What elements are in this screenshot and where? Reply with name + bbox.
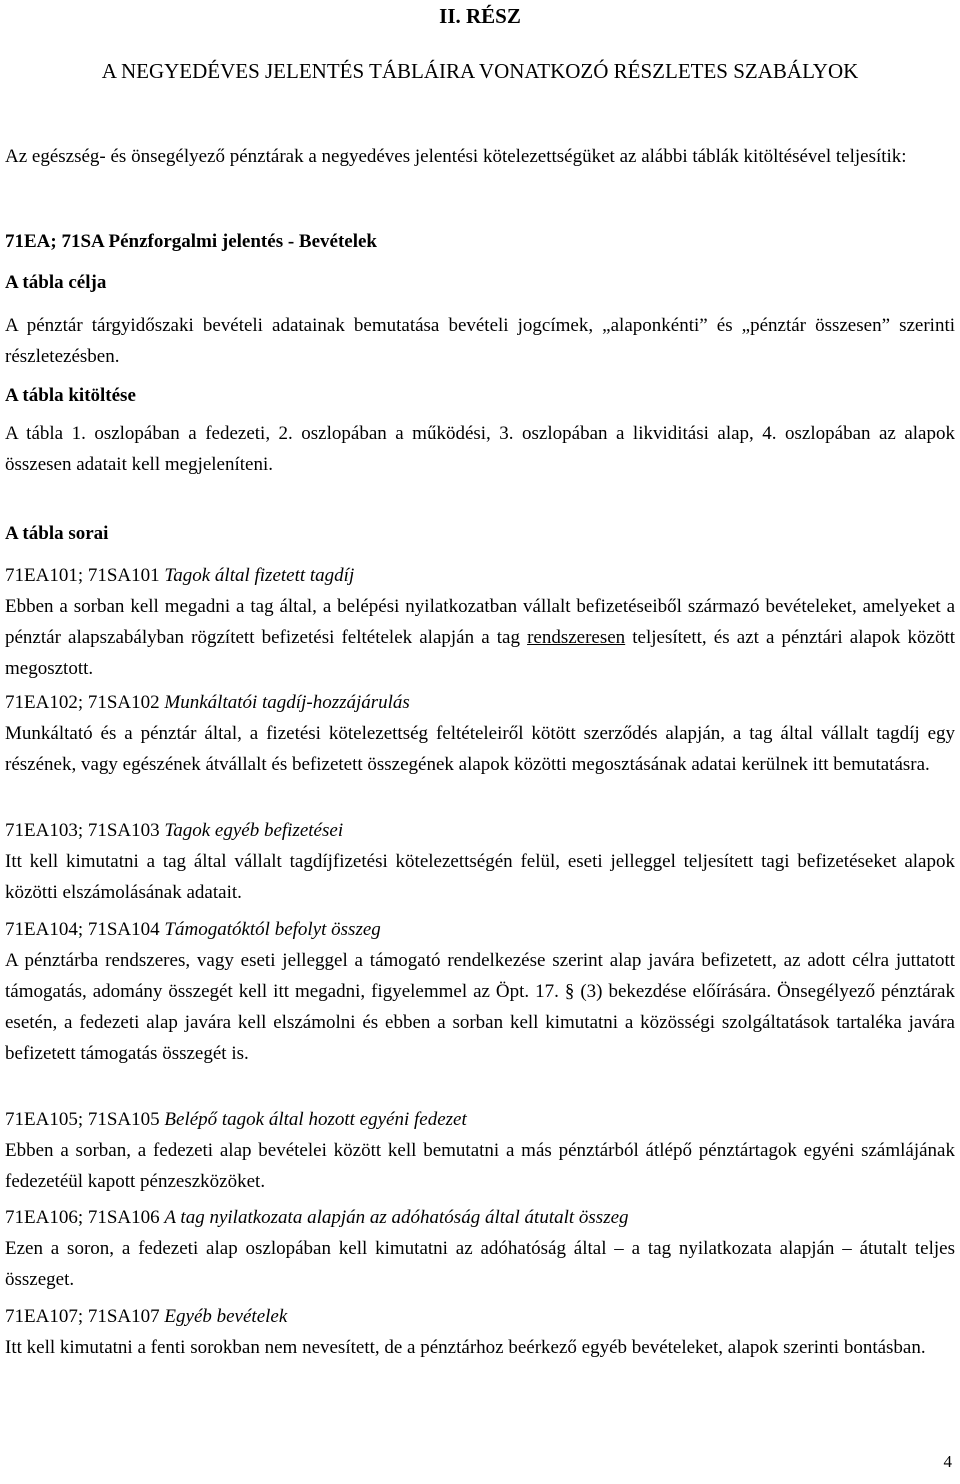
row-code: 71EA101; 71SA101 xyxy=(5,565,165,586)
row-text-105: Ebben a sorban, a fedezeti alap bevételei között kell bemutatni a más pénztárból átlépő pénztártagok egyéni számlájának fedezetéül kapott pénzeszközöket. xyxy=(5,1140,955,1192)
underlined-word: rendszeresen xyxy=(527,627,626,648)
row-text-102: Munkáltató és a pénztár által, a fizetési kötelezettség feltételeiről kötött szerződés alapján, a tag által vállalt tagdíj egy részének, vagy egészének átvállalt és befizetett összegének alapok közötti megosztásának adatai kerülnek itt bemutatásra. xyxy=(5,723,955,775)
row-heading-104 xyxy=(5,914,955,945)
row-heading-103 xyxy=(5,815,955,846)
rows-heading: A tábla sorai xyxy=(5,523,109,544)
purpose-paragraph: A pénztár tárgyidőszaki bevételi adatainak bemutatása bevételi jogcímek, „alaponkénti” és „pénztár összesen” szerinti részletezésben. xyxy=(5,315,955,367)
row-code: 71EA105; 71SA105 xyxy=(5,1109,165,1130)
row-title: Egyéb bevételek xyxy=(164,1306,288,1327)
row-title: Belépő tagok által hozott egyéni fedezet xyxy=(164,1109,467,1130)
row-heading-102 xyxy=(5,687,955,718)
row-text-103: Itt kell kimutatni a tag által vállalt tagdíjfizetési kötelezettségén felül, eseti jelleggel teljesített tagi befizetéseket alapok közötti elszámolásának adatait. xyxy=(5,851,955,903)
row-text-end: teljesített, és azt a pénztári alapok között megosztott. xyxy=(5,627,956,679)
row-title: Tagok által fizetett tagdíj xyxy=(164,565,355,586)
table-heading: 71EA; 71SA Pénzforgalmi jelentés - Bevételek xyxy=(5,231,377,252)
row-code: 71EA104; 71SA104 xyxy=(5,919,165,940)
intro-paragraph: Az egészség- és önsegélyező pénztárak a negyedéves jelentési kötelezettségüket az alábbi táblák kitöltésével teljesítik: xyxy=(5,146,907,167)
page-number: 4 xyxy=(943,1452,952,1471)
main-title: A NEGYEDÉVES JELENTÉS TÁBLÁIRA VONATKOZÓ RÉSZLETES SZABÁLYOK xyxy=(101,59,859,83)
row-code: 71EA103; 71SA103 xyxy=(5,820,165,841)
row-code: 71EA107; 71SA107 xyxy=(5,1306,165,1327)
fill-paragraph: A tábla 1. oszlopában a fedezeti, 2. oszlopában a működési, 3. oszlopában a likviditási alap, 4. oszlopában az alapok összesen adatait kell megjeleníteni. xyxy=(5,423,955,475)
row-text-107: Itt kell kimutatni a fenti sorokban nem nevesített, de a pénztárhoz beérkező egyéb bevételeket, alapok szerinti bontásban. xyxy=(5,1337,926,1358)
row-text-104: A pénztárba rendszeres, vagy eseti jelleggel a támogató rendelkezése szerint alap javára befizetett, az adott célra juttatott támogatás, adomány összegét kell itt megadni, figyelemmel az Öpt. 17. § (3) bekezdése előírására. Önsegélyező pénztárak esetén, a fedezeti alap javára kell elszámolni és ebben a sorban kell kimutatni a közösségi szolgáltatások tartaléka javára befizetett támogatás összegét is. xyxy=(5,950,955,1064)
fill-heading: A tábla kitöltése xyxy=(5,385,136,406)
row-code: 71EA102; 71SA102 xyxy=(5,692,165,713)
part-title: II. RÉSZ xyxy=(439,4,521,28)
row-heading-105 xyxy=(5,1104,955,1135)
purpose-heading: A tábla célja xyxy=(5,272,107,293)
row-title: A tag nyilatkozata alapján az adóhatóság által átutalt összeg xyxy=(164,1207,629,1228)
row-heading-107 xyxy=(5,1301,955,1332)
row-text-106: Ezen a soron, a fedezeti alap oszlopában kell kimutatni az adóhatóság által – a tag nyilatkozata alapján – átutalt teljes összeget. xyxy=(5,1238,955,1290)
row-heading-106 xyxy=(5,1202,955,1233)
row-title: Támogatóktól befolyt összeg xyxy=(164,919,381,940)
row-text: Ebben a sorban kell megadni a tag által, a belépési nyilatkozatban vállalt befizetéseiből származó bevételeket, amelyeket a pénztár alapszabályban rögzített befizetési feltételek alapján a tag xyxy=(5,596,955,648)
row-text-101 xyxy=(5,591,955,684)
row-title: Munkáltatói tagdíj-hozzájárulás xyxy=(164,692,410,713)
row-heading-101 xyxy=(5,560,955,591)
row-code: 71EA106; 71SA106 xyxy=(5,1207,165,1228)
row-title: Tagok egyéb befizetései xyxy=(164,820,344,841)
